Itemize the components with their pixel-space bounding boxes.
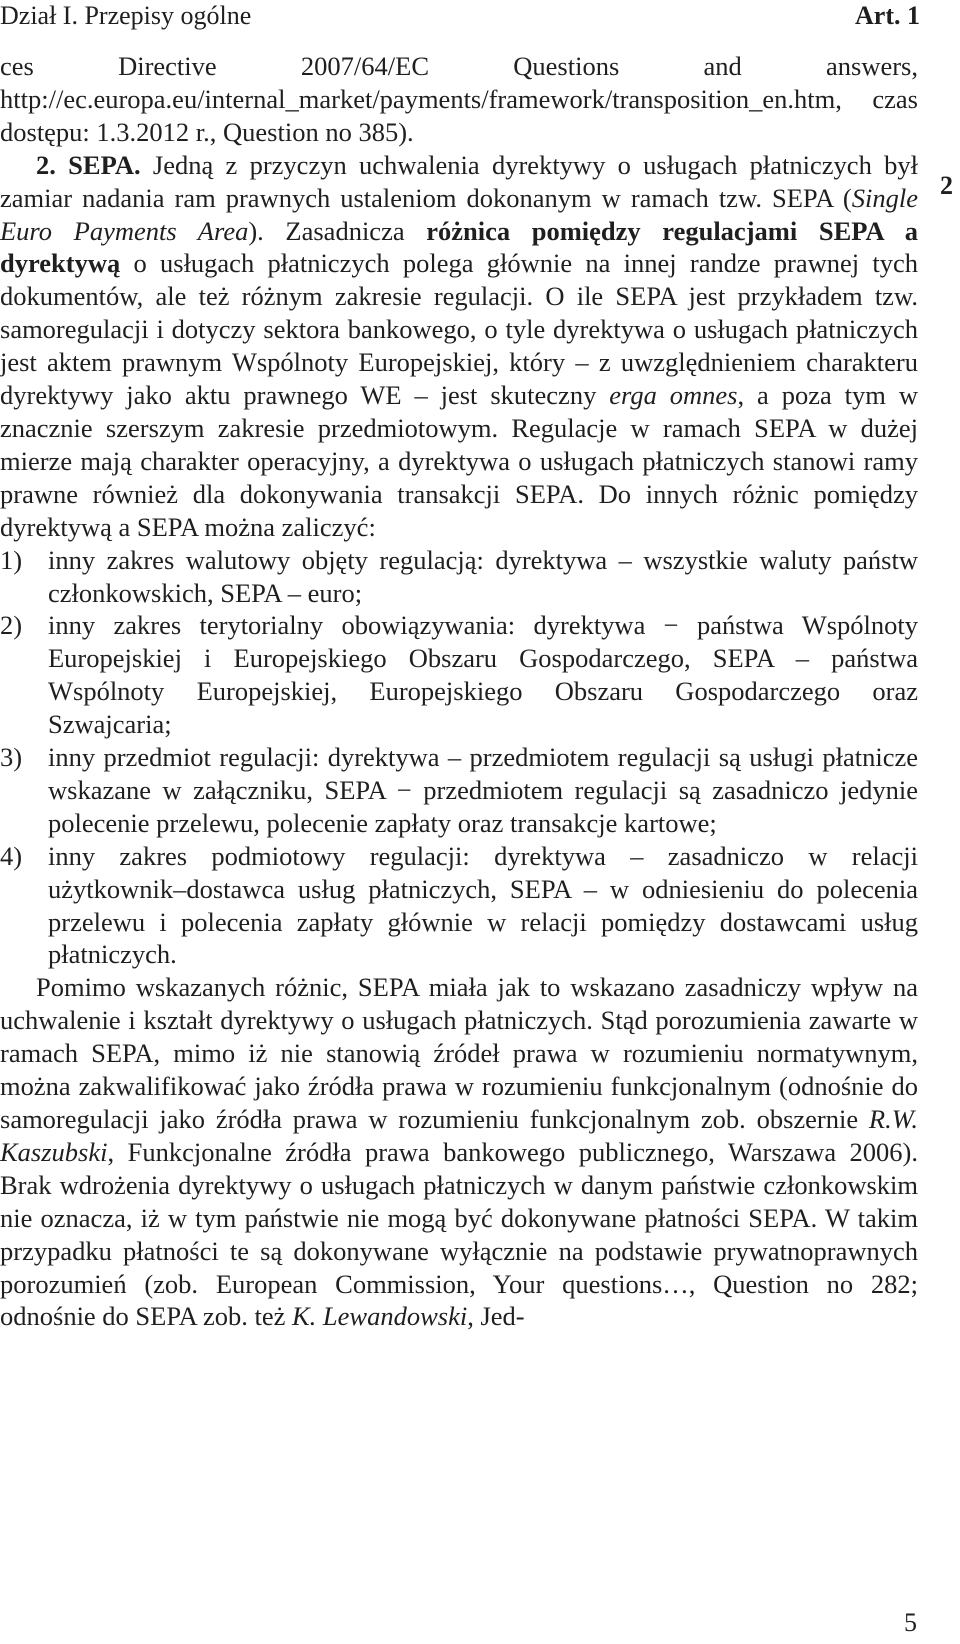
list-item — [0, 609, 918, 741]
section-italic-2: erga omnes — [609, 380, 738, 411]
closing-text-1: Pomimo wskazanych różnic, SEPA miała jak to wskazano zasadniczy wpływ na uchwalenie i kształt dyrektywy o usługach płatniczych. Stąd porozumienia zawarte w ramach SEPA, mimo iż nie stanowią źródeł prawa w rozumieniu normatywnym, można zakwalifikować jako źródła prawa w rozumieniu funkcjonalnym (odnośnie do samoregulacji jako źródła prawa w rozumieniu funkcjonalnym zob. obszernie — [0, 972, 918, 1134]
page-header — [0, 0, 920, 36]
list-item-number: 4) — [0, 840, 23, 871]
list-item — [0, 544, 918, 610]
list-item-number: 3) — [0, 742, 23, 773]
section-paragraph — [0, 149, 918, 544]
list-item-text: inny zakres terytorialny obowiązywania: dyrektywa − państwa Wspólnoty Europejskiej i Europejskiego Obszaru Gospodarczego, SEPA – państwa Wspólnoty Europejskiej, Europejskiego Obszaru Gospodarczego oraz Szwajcaria; — [48, 610, 918, 740]
article-label: Art. 1 — [855, 1, 920, 30]
margin-number: 2 — [940, 171, 953, 200]
closing-italic-1: R.W. Kaszubski — [0, 1104, 918, 1167]
list-item-number: 1) — [0, 544, 23, 575]
list-item-text: inny zakres podmiotowy regulacji: dyrektywa – zasadniczo w relacji użytkownik–dostawca usług płatniczych, SEPA – w odniesieniu do polecenia przelewu i polecenia zapłaty głównie w relacji pomiędzy dostawcami usług płatniczych. — [48, 840, 918, 970]
list-item — [0, 840, 918, 972]
closing-text-2: , Funkcjonalne źródła prawa bankowego publicznego, Warszawa 2006). Brak wdrożenia dyrektywy o usługach płatniczych w danym państwie członkowskim nie oznacza, iż w tym państwie nie mogą być dokonywane płatności SEPA. W takim przypadku płatności te są dokonywane wyłącznie na podstawie prywatnoprawnych porozumień (zob. European Commission, Your questions…, Question no 282; odnośnie do SEPA zob. też — [0, 1136, 918, 1332]
section-italic-1: Single Euro Payments Area — [0, 182, 918, 246]
section-text-4: , a poza tym w znacznie szerszym zakresie przedmiotowym. Regulacje w ramach SEPA w dużej mierze mają charakter operacyjny, a dyrektywa o usługach płatniczych stanowi ramy prawne również dla dokonywania transakcji SEPA. Do innych różnic pomiędzy dyrektywą a SEPA można zaliczyć: — [0, 380, 918, 542]
differences-list — [0, 544, 918, 972]
list-item-text: inny zakres walutowy objęty regulacją: dyrektywa – wszystkie waluty państw członkowskich, SEPA – euro; — [48, 544, 918, 608]
page-number: 5 — [904, 1608, 917, 1637]
list-item-number: 2) — [0, 610, 23, 641]
section-text-3: o usługach płatniczych polega głównie na innej randze prawnej tych dokumentów, ale też różnym zakresie regulacji. O ile SEPA jest przykładem tzw. samoregulacji i dotyczy sektora bankowego, o tyle dyrektywa o usługach płatniczych jest aktem prawnym Wspólnoty Europejskiej, który – z uwzględnieniem charakteru dyrektywy jako aktu prawnego WE – jest skuteczny — [0, 248, 918, 411]
section-text-1: Jedną z przyczyn uchwalenia dyrektywy o usługach płatniczych był zamiar nadania ram prawnych ustaleniom dokonanym w ramach tzw. SEPA ( — [0, 149, 918, 213]
chapter-title: Dział I. Przepisy ogólne — [0, 1, 252, 30]
closing-paragraph — [0, 971, 918, 1333]
section-bold-1: różnica pomiędzy regulacjami SEPA a dyrektywą — [0, 215, 919, 279]
closing-italic-2: K. Lewandowski — [292, 1301, 468, 1332]
section-text-2: ). Zasadnicza — [248, 215, 427, 246]
intro-paragraph: ces Directive 2007/64/EC Questions and answers, http://ec.europa.eu/internal_market/payments/framework/transposition_en.htm, czas dostępu: 1.3.2012 r., Question no 385). — [0, 51, 918, 147]
page-body — [0, 50, 918, 1333]
closing-text-3: , Jed- — [467, 1301, 525, 1332]
list-item-text: inny przedmiot regulacji: dyrektywa – przedmiotem regulacji są usługi płatnicze wskazane w załączniku, SEPA − przedmiotem regulacji są zasadniczo jedynie polecenie przelewu, polecenie zapłaty oraz transakcje kartowe; — [48, 742, 918, 838]
section-number: 2. SEPA. — [36, 149, 141, 180]
list-item — [0, 741, 918, 840]
